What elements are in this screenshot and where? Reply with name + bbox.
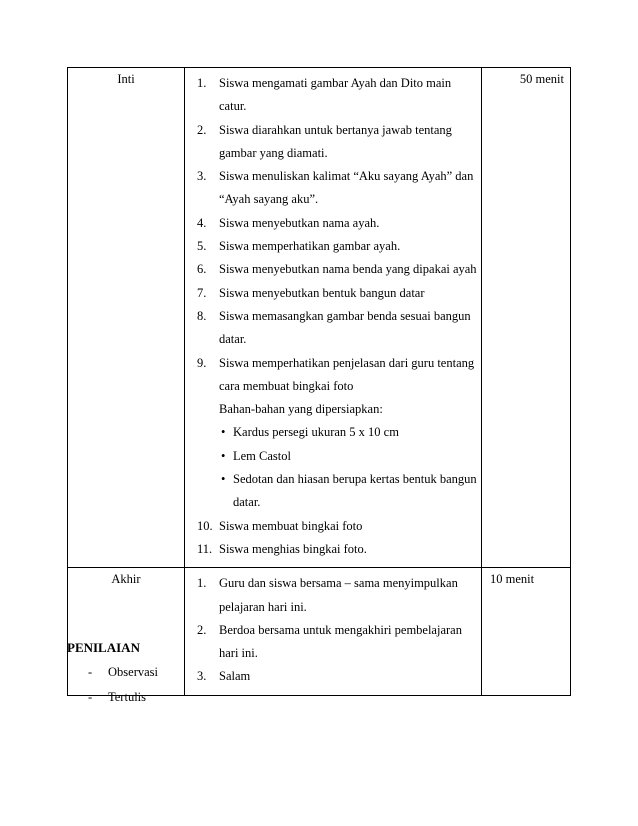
step-text: Siswa menyebutkan nama ayah. xyxy=(219,215,380,230)
list-item: • Lem Castol xyxy=(219,445,477,468)
steps-cell xyxy=(185,68,482,568)
list-item xyxy=(197,572,477,619)
duration-label: 50 menit xyxy=(519,72,564,86)
steps-cell xyxy=(185,568,482,695)
steps-list xyxy=(185,568,481,694)
step-text: Siswa memperhatikan gambar ayah. xyxy=(219,239,401,254)
list-item xyxy=(197,235,477,258)
step-text: Siswa memperhatikan penjelasan dari guru tentang cara membuat bingkai foto xyxy=(219,355,475,393)
step-number: 6. xyxy=(197,262,207,277)
list-item xyxy=(197,305,477,352)
materials-heading: Bahan-bahan yang dipersiapkan: xyxy=(219,402,383,417)
list-item xyxy=(197,165,477,212)
dash-marker: - xyxy=(88,665,93,679)
step-text: Berdoa bersama untuk mengakhiri pembelajaran hari ini. xyxy=(219,622,462,661)
phase-label: Akhir xyxy=(111,572,141,587)
step-text: Siswa menyebutkan nama benda yang dipakai ayah xyxy=(219,262,477,277)
duration-cell xyxy=(482,568,571,695)
list-item xyxy=(88,685,158,710)
list-item xyxy=(197,119,477,166)
step-number: 10. xyxy=(197,518,213,533)
list-item: • Kardus persegi ukuran 5 x 10 cm xyxy=(219,421,477,444)
assessment-list xyxy=(88,660,158,710)
step-number: 3. xyxy=(197,669,207,684)
step-number: 7. xyxy=(197,285,207,300)
list-item: • Sedotan dan hiasan berupa kertas bentuk bangun datar. xyxy=(219,468,477,515)
list-item xyxy=(197,282,477,305)
step-number: 2. xyxy=(197,622,207,637)
step-text: Siswa menghias bingkai foto. xyxy=(219,541,367,556)
list-item xyxy=(197,212,477,235)
step-text: Siswa diarahkan untuk bertanya jawab tentang gambar yang diamati. xyxy=(219,122,452,160)
section-title: PENILAIAN xyxy=(67,640,140,655)
list-item xyxy=(197,72,477,119)
step-number: 1. xyxy=(197,576,207,591)
step-number: 2. xyxy=(197,122,207,137)
step-text: Siswa memasangkan gambar benda sesuai bangun datar. xyxy=(219,308,471,347)
step-number: 1. xyxy=(197,76,207,90)
dash-marker: - xyxy=(88,690,93,704)
duration-label: 10 menit xyxy=(490,572,535,587)
phase-cell xyxy=(68,68,185,568)
step-text: Guru dan siswa bersama – sama menyimpulkan pelajaran hari ini. xyxy=(219,576,458,614)
list-item xyxy=(88,660,158,685)
steps-list xyxy=(185,68,481,567)
step-number: 8. xyxy=(197,308,207,323)
phase-label: Inti xyxy=(117,72,135,86)
step-number: 5. xyxy=(197,239,207,254)
step-text: Siswa membuat bingkai foto xyxy=(219,518,363,533)
list-item xyxy=(197,352,477,515)
duration-cell xyxy=(482,68,571,568)
list-item xyxy=(197,515,477,538)
step-number: 9. xyxy=(197,355,207,370)
step-text: Siswa menyebutkan bentuk bangun datar xyxy=(219,285,425,300)
step-number: 3. xyxy=(197,169,207,184)
assessment-item: Tertulis xyxy=(108,690,147,704)
list-item xyxy=(197,258,477,281)
list-item xyxy=(197,619,477,666)
table-row-inti xyxy=(68,68,571,568)
assessment-item: Observasi xyxy=(108,665,158,679)
step-number: 11. xyxy=(197,541,213,556)
list-item xyxy=(197,665,477,688)
activity-table xyxy=(67,67,571,696)
step-text: Siswa menuliskan kalimat “Aku sayang Ayah” dan “Ayah sayang aku”. xyxy=(219,169,474,207)
step-text: Salam xyxy=(219,669,251,684)
step-number: 4. xyxy=(197,215,207,230)
step-text: Siswa mengamati gambar Ayah dan Dito main catur. xyxy=(219,76,452,114)
list-item xyxy=(197,538,477,561)
materials-list xyxy=(219,421,477,514)
